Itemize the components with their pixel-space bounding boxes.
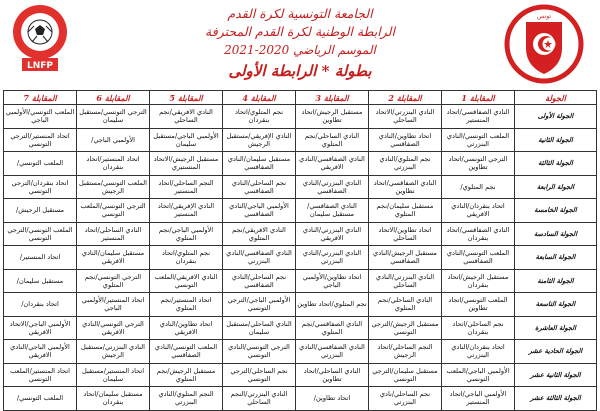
match-cell: النادي الافريقي/الملعب التونسي	[150, 269, 223, 293]
match-cell: اتحاد تطاوين/	[296, 387, 369, 411]
schedule-body	[4, 105, 597, 411]
championship-title: بطولة * الرابطة الأولى	[228, 62, 372, 80]
match-cell: اتحاد تطاوين/الأولمبي الباجي	[296, 269, 369, 293]
match-cell: الأولمبي الباجي/اتحاد المنستير	[442, 387, 515, 411]
match-cell: الأولمبي الباجي/مستقبل سليمان	[150, 128, 223, 152]
match-cell: النادي الصفاقسي/اتحاد المنستير	[442, 105, 515, 129]
table-row	[4, 293, 597, 317]
match-cell: الأولمبي الباجي/الملعب التونسي	[442, 363, 515, 387]
match-cell: اتحاد المنستير/اتحاد بنقردان	[77, 152, 150, 176]
match-cell: اتحاد تطاوين/النادي الصفاقسي	[369, 128, 442, 152]
match-cell: الملعب التونسي/مستقبل الرجيش	[77, 175, 150, 199]
match-cell: النادي البنزرتي/النادي الافريقي	[296, 222, 369, 246]
match-cell: النادي البنزرتي/النادي البنزرتي	[296, 246, 369, 270]
lnfp-logo-icon	[8, 2, 72, 74]
match-cell: نجم المتلوي/اتحاد تطاوين	[296, 293, 369, 317]
match-cell: مستقبل الرجيش/الاتحاد المنستيري	[150, 152, 223, 176]
match-cell: مستقبل سليمان/الترجي التونسي	[369, 363, 442, 387]
match-cell: النادي الصفاقسي/النادي البنزرتي	[223, 246, 296, 270]
match-cell: نجم المتلوي/	[442, 175, 515, 199]
table-row	[4, 316, 597, 340]
match-cell: مستقبل الرجيش/اتحاد تطاوين	[296, 105, 369, 129]
match-cell: اتحاد المنستير/الترجي التونسي	[4, 128, 77, 152]
federation-title: الجامعة التونسية لكرة القدم	[227, 6, 373, 21]
match-cell: اتحاد المنستير/الأولمبي الباجي	[77, 293, 150, 317]
round-label: الجولة الثالثة عشر	[515, 387, 597, 411]
match-cell: اتحاد بنقردان/النادي الافريقي	[442, 199, 515, 223]
round-label: الجولة الثانية عشر	[515, 363, 597, 387]
match-cell: الأولمبي الباجي/النادي الصفاقسي	[223, 199, 296, 223]
match-cell: النادي الساحلي/نجم المتلوي	[296, 128, 369, 152]
header-round: الجولة	[515, 91, 597, 105]
table-row	[4, 269, 597, 293]
round-label: الجولة الأولى	[515, 105, 597, 129]
match-cell: النادي الإفريقي/مستقبل الرجيش	[223, 128, 296, 152]
match-cell: النادي البنزرتي/النجم الساحلي	[223, 387, 296, 411]
season-title: الموسم الرياضي 2020-2021	[224, 43, 376, 57]
match-cell: مستقبل الرجيش/اتحاد بنقردان	[442, 269, 515, 293]
header-match-6: المقابلة 6	[77, 91, 150, 105]
round-label: الجولة الخامسة	[515, 199, 597, 223]
match-cell: نجم الساحلي/اتحاد بنقردان	[442, 316, 515, 340]
ftf-logo-text: تونس	[536, 13, 552, 20]
match-cell: نجم الساحلي/النادي الصفاقسي	[223, 175, 296, 199]
match-cell: النادي الصفاقسي/اتحاد بنقردان	[442, 222, 515, 246]
match-cell: الملعب التونسي/اتحاد تطاوين	[442, 293, 515, 317]
match-cell: الأولمبي الباجي/الاتحاد الافريقي	[4, 316, 77, 340]
match-cell: الترجي التونسي/النادي الافريقي	[77, 316, 150, 340]
match-cell: اتحاد بنقردان/الترجي التونسي	[4, 175, 77, 199]
match-cell: النادي الإفريقي/اتحاد المنستير	[150, 199, 223, 223]
match-cell: النجم الساحلي/اتحاد المنستير	[150, 175, 223, 199]
match-cell: مستقبل سليمان/النادي الصفاقسي	[223, 152, 296, 176]
match-cell: النجم الساحلي/اتحاد الرجيش	[369, 340, 442, 364]
match-cell: مستقبل الرجيش/	[4, 199, 77, 223]
match-cell: الملعب التونسي/النادي الصفاقسي	[442, 246, 515, 270]
table-header-row	[4, 91, 597, 105]
table-row	[4, 128, 597, 152]
match-cell: نجم الساحلي/النادي الصفاقسي	[223, 269, 296, 293]
match-cell: مستقبل الرجيش/الترجي التونسي	[369, 316, 442, 340]
match-cell: الأولمبي الباجي/نجم المتلوي	[150, 222, 223, 246]
round-label: الجولة الحادية عشر	[515, 340, 597, 364]
match-cell: اتحاد المنستير/	[4, 246, 77, 270]
match-cell: اتحاد تطاوين/النادي الافريقي	[150, 316, 223, 340]
match-cell: الملعب التونسي/	[4, 387, 77, 411]
league-title: الرابطة الوطنية لكرة القدم المحترفة	[205, 24, 395, 39]
round-label: الجولة الثالثة	[515, 152, 597, 176]
table-row	[4, 363, 597, 387]
match-cell: الأولمبي الباجي/الترجي التونسي	[223, 293, 296, 317]
match-cell: الملعب التونسي/النادي الصفاقسي	[150, 340, 223, 364]
round-label: الجولة الثامنة	[515, 269, 597, 293]
round-label: الجولة الرابعة	[515, 175, 597, 199]
round-label: الجولة التاسعة	[515, 293, 597, 317]
match-cell: النادي الصفاقسي/النادي البنزرتي	[296, 340, 369, 364]
match-cell: النادي الصفاقسي/اتحاد تطاوين	[369, 175, 442, 199]
table-row	[4, 246, 597, 270]
match-cell: مستقبل سليمان/النادي الافريقي	[77, 246, 150, 270]
round-label: الجولة السادسة	[515, 222, 597, 246]
match-cell: نجم الساحلي/نادي البنزرتي	[369, 387, 442, 411]
match-cell: النجم المتلوي/النادي البنزرتي	[150, 387, 223, 411]
match-cell: مستقبل سليمان/اتحاد بنقردان	[77, 387, 150, 411]
match-cell: النادي الافريقي/نجم الساحلي	[150, 105, 223, 129]
match-cell: اتحاد تطاوين/الاتحاد الساحلي	[369, 222, 442, 246]
match-cell: النادي الصفاقسي/نجم المتلوي	[296, 316, 369, 340]
round-label: الجولة العاشرة	[515, 316, 597, 340]
match-cell: اتحاد المنستير/نجم المتلوي	[150, 293, 223, 317]
match-cell: الترجي التونسي/نجم المتلوي	[77, 269, 150, 293]
match-cell: النادي الافريقي/نجم المتلوي	[223, 222, 296, 246]
match-cell: الترجي التونسي/مستقبل سليمان	[77, 105, 150, 129]
table-row	[4, 105, 597, 129]
match-cell: النادي الساحلي/اتحاد تطاوين	[296, 363, 369, 387]
table-row	[4, 175, 597, 199]
match-cell: الأولمبي الباجي/	[77, 128, 150, 152]
match-cell: النادي الساحلي/اتحاد المنستير	[77, 222, 150, 246]
match-cell: اتحاد بنقردان/النادي البنزرتي	[442, 340, 515, 364]
table-row	[4, 222, 597, 246]
match-cell: اتحاد المنستير/مستقبل سليمان	[77, 363, 150, 387]
table-row	[4, 199, 597, 223]
page-header	[0, 0, 600, 88]
match-cell: الملعب التونسي/الترجي التونسي	[4, 222, 77, 246]
match-cell: الترجي التونسي/اتحاد تطاوين	[442, 152, 515, 176]
header-match-7: المقابلة 7	[4, 91, 77, 105]
match-cell: الملعب التونسي/الأولمبي الباجي	[4, 105, 77, 129]
table-row	[4, 387, 597, 411]
match-cell: النادي الصفاقسي/النادي الافريقي	[296, 152, 369, 176]
header-match-3: المقابلة 3	[296, 91, 369, 105]
header-match-5: المقابلة 5	[150, 91, 223, 105]
match-cell: الأولمبي الباجي/النادي الافريقي	[4, 340, 77, 364]
lnfp-logo-text: LNFP	[26, 61, 54, 71]
match-cell: النادي الساحلي/مستقبل سليمان	[223, 316, 296, 340]
match-cell: مستقبل الرجيش/نجم المتلوي	[150, 363, 223, 387]
schedule-table	[3, 90, 597, 411]
match-cell: مستقبل سليمان/نجم المتلوي	[369, 199, 442, 223]
match-cell: الملعب التونسي/النادي البنزرتي	[442, 128, 515, 152]
header-match-2: المقابلة 2	[369, 91, 442, 105]
match-cell: الملعب التونسي/	[4, 152, 77, 176]
match-cell: النادي الساحلي/نجم المتلوي	[369, 293, 442, 317]
match-cell: النادي البنزرتي/الاتحاد الساحلي	[369, 105, 442, 129]
header-match-4: المقابلة 4	[223, 91, 296, 105]
ftf-logo-icon	[504, 4, 584, 84]
match-cell: مستقبل سليمان/	[4, 269, 77, 293]
match-cell: الترجي التونسي/الملعب التونسي	[77, 199, 150, 223]
round-label: الجولة الثانية	[515, 128, 597, 152]
match-cell: نجم المتلوي/اتحاد بنقردان	[150, 246, 223, 270]
match-cell: نجم الساحلي/الترجي التونسي	[223, 363, 296, 387]
table-row	[4, 152, 597, 176]
match-cell: نجم المتلوي/النادي البنزرتي	[369, 152, 442, 176]
header-match-1: المقابلة 1	[442, 91, 515, 105]
match-cell: اتحاد بنقردان/	[4, 293, 77, 317]
match-cell: النادي البنزرتي/النادي الساحلي	[369, 269, 442, 293]
match-cell: اتحاد المنستير/الملعب التونسي	[4, 363, 77, 387]
table-row	[4, 340, 597, 364]
match-cell: الترجي التونسي/النادي التونسي	[223, 340, 296, 364]
match-cell: نجم المتلوي/اتحاد بنقردان	[223, 105, 296, 129]
match-cell: النادي البنزرتي/مستقبل الرجيش	[77, 340, 150, 364]
match-cell: مستقبل الرجيش/النادي الصفاقسي	[369, 246, 442, 270]
match-cell: النادي البنزرتي/النادي الصفاقسي	[296, 175, 369, 199]
match-cell: النادي الصفاقسي/مستقبل سليمان	[296, 199, 369, 223]
round-label: الجولة السابعة	[515, 246, 597, 270]
